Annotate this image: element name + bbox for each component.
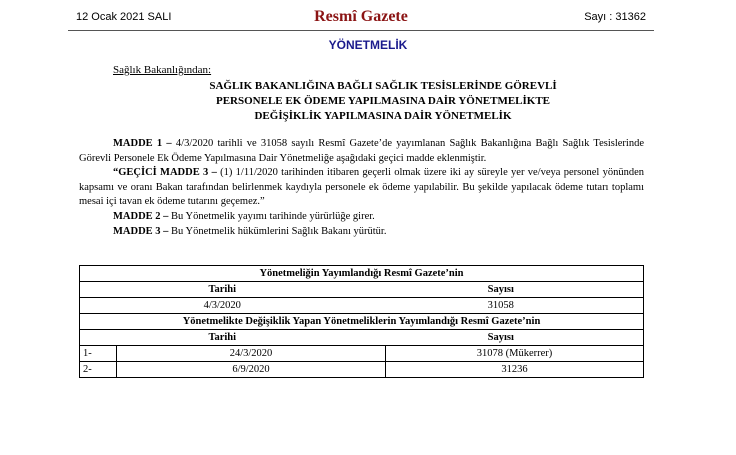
column-header-number: Sayısı [487, 331, 514, 343]
original-publication [80, 298, 644, 314]
amendment-date: 24/3/2020 [117, 346, 386, 362]
amendment-date: 6/9/2020 [117, 362, 386, 378]
article-2-text: Bu Yönetmelik yayımı tarihinde yürürlüğe girer. [168, 210, 375, 222]
original-number: 31058 [487, 299, 514, 311]
table-row [80, 362, 644, 378]
provisional-article-3 [79, 166, 644, 210]
regulation-title-line: SAĞLIK BAKANLIĞINA BAĞLI SAĞLIK TESİSLERİNDE GÖREVLİ [209, 80, 557, 92]
provisional-article-3-label: “GEÇİCİ MADDE 3 – [113, 167, 217, 179]
table-column-headers [80, 330, 644, 346]
amendment-number: 31078 (Mükerrer) [386, 346, 644, 362]
section-title: YÖNETMELİK [328, 38, 408, 52]
article-1-text: 4/3/2020 tarihli ve 31058 sayılı Resmî Gazete’de yayımlanan Sağlık Bakanlığına Bağlı Sağlık Tesislerinde Görevli Personele Ek Ödeme Yapılmasına Dair Yönetmeliğe aşağıdaki geçici madde eklenmiştir. [79, 138, 645, 164]
column-header-date: Tarihi [208, 331, 237, 343]
article-2-label: MADDE 2 – [113, 210, 169, 222]
amendment-index: 2- [80, 362, 117, 378]
article-1-label: MADDE 1 – [113, 138, 172, 149]
table-row [80, 298, 644, 314]
issue-number: Sayı : 31362 [584, 11, 646, 23]
column-header-date: Tarihi [208, 283, 237, 295]
article-3 [79, 225, 644, 240]
table-row [80, 282, 644, 298]
article-3-label: MADDE 3 – [113, 225, 169, 237]
issue-date: 12 Ocak 2021 SALI [76, 11, 172, 23]
regulation-title [100, 79, 666, 124]
article-3-text: Bu Yönetmelik hükümlerini Sağlık Bakanı yürütür. [168, 225, 387, 237]
column-header-number: Sayısı [487, 283, 514, 295]
regulation-title-line: PERSONELE EK ÖDEME YAPILMASINA DAİR YÖNETMELİKTE [215, 95, 551, 107]
gazette-title: Resmî Gazete [314, 8, 408, 25]
regulation-title-line: DEĞİŞİKLİK YAPILMASINA DAİR YÖNETMELİK [254, 110, 512, 122]
table-row [80, 330, 644, 346]
amendment-index: 1- [80, 346, 117, 362]
table-heading-amendments: Yönetmelikte Değişiklik Yapan Yönetmeliklerin Yayımlandığı Resmî Gazete’nin [80, 314, 644, 330]
article-2 [79, 210, 644, 225]
amendment-number: 31236 [386, 362, 644, 378]
table-row [80, 266, 644, 282]
table-heading-original: Yönetmeliğin Yayımlandığı Resmî Gazete’nin [80, 266, 644, 282]
article-1 [79, 137, 644, 166]
provisional-article-3-text: (1) 1/11/2020 tarihinden itibaren geçerli olmak üzere iki ay süreyle yer ve/veya personel yönünden kapsamı ve oranı Bakan tarafından belirlenmek kaydıyla personele ek ödeme yapılabilir. Bu şekilde yapılacak ödeme tutarı toplamı mesai içi tavan ek ödeme tutarını geçemez.” [79, 167, 644, 208]
regulation-body [79, 137, 644, 239]
issuing-authority: Sağlık Bakanlığından: [113, 64, 212, 76]
table-row [80, 314, 644, 330]
gazette-header [68, 8, 654, 31]
table-row [80, 346, 644, 362]
original-date: 4/3/2020 [203, 299, 241, 311]
reference-table [79, 265, 644, 378]
table-column-headers [80, 282, 644, 298]
